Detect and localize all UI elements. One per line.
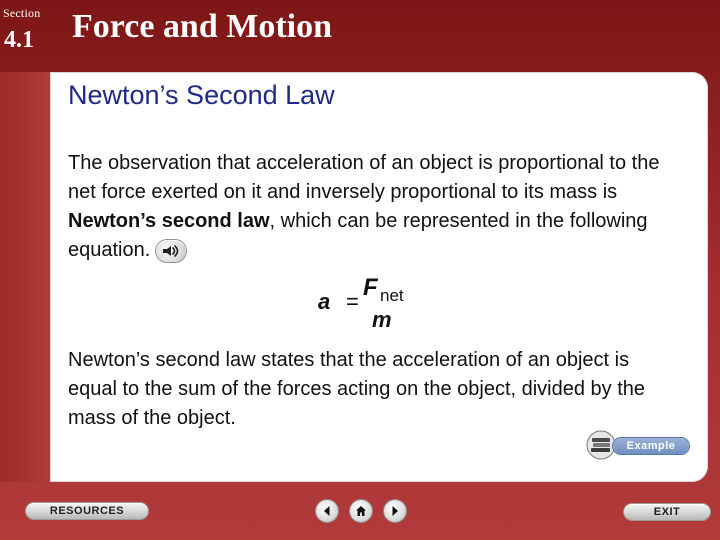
footer-toolbar [0,494,720,540]
para1-before: The observation that acceleration of an object is proportional to the net force exerted on it and inversely proportional to its mass is [68,152,660,203]
navigation-buttons [316,500,406,522]
chapter-title: Force and Motion [72,8,333,45]
equation-acceleration: a [318,289,331,314]
equation [318,276,438,332]
equation-equals: = [346,289,359,314]
next-button[interactable] [384,500,406,522]
summary-paragraph: Newton’s second law states that the acceleration of an object is equal to the sum of the forces acting on the object, divided by the mass of the object. [68,349,646,429]
arrow-right-icon [388,504,402,518]
resources-button[interactable]: RESOURCES [26,503,148,519]
para1-bold-term: Newton’s second law [68,210,270,232]
exit-button[interactable]: EXIT [624,504,710,520]
home-icon [354,504,368,518]
example-button[interactable] [585,430,691,460]
page-title: Newton’s Second Law [68,80,335,110]
example-button-label: Example [613,438,689,454]
equation-force: F [363,274,378,301]
section-word: Section [3,6,41,20]
speaker-icon[interactable] [156,240,186,262]
equation-force-subscript: net [380,286,404,305]
definition-paragraph [68,149,668,265]
home-button[interactable] [350,500,372,522]
equation-mass: m [372,307,392,332]
section-number: 4.1 [4,27,34,53]
arrow-left-icon [320,504,334,518]
previous-button[interactable] [316,500,338,522]
section-label [0,0,52,58]
para1-after: , which can be represented in the following equation. [68,210,648,261]
